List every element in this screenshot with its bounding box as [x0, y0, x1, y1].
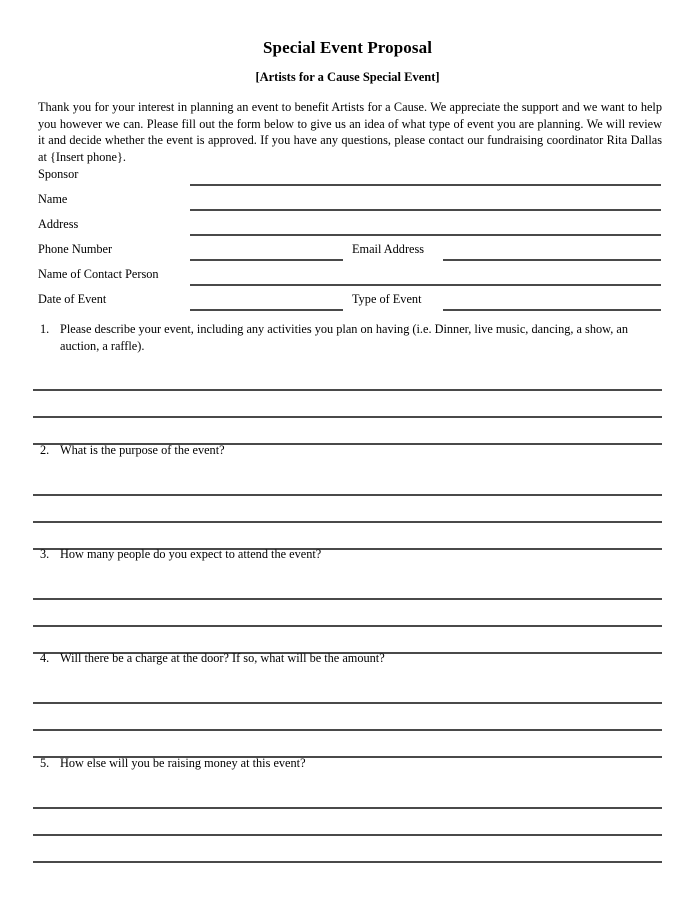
- answer-lines-2: [0, 469, 695, 550]
- answer-line[interactable]: [33, 573, 662, 600]
- question-label-4: Will there be a charge at the door? If so, what will be the amount?: [60, 651, 385, 665]
- field-row-contact-person: [0, 267, 695, 292]
- answer-line[interactable]: [33, 469, 662, 496]
- question-block-4: [0, 650, 695, 758]
- answer-line[interactable]: [33, 364, 662, 391]
- field-label-phone-number: Phone Number: [38, 242, 113, 256]
- field-label-contact-person: Name of Contact Person: [38, 267, 159, 281]
- answer-line[interactable]: [33, 704, 662, 731]
- field-row-sponsor: [0, 167, 695, 192]
- field-label-date-of-event: Date of Event: [38, 292, 107, 306]
- answer-line[interactable]: [33, 600, 662, 627]
- field-label-name: Name: [38, 192, 68, 206]
- question-block-2: [0, 442, 695, 550]
- field-label-type-of-event: Type of Event: [352, 292, 422, 306]
- answer-line[interactable]: [33, 496, 662, 523]
- question-text-1: [0, 321, 695, 354]
- page-title: Special Event Proposal: [262, 38, 433, 57]
- question-label-1: Please describe your event, including any activities you plan on having (i.e. Dinner, live music, dancing, a show, an auction, a raffle).: [60, 322, 628, 353]
- field-label-email-address: Email Address: [352, 242, 425, 256]
- question-text-3: [0, 546, 695, 563]
- answer-lines-1: [0, 364, 695, 445]
- question-block-1: [0, 321, 695, 445]
- field-input-sponsor[interactable]: [190, 184, 661, 186]
- answer-lines-3: [0, 573, 695, 654]
- answer-line[interactable]: [33, 391, 662, 418]
- question-label-2: What is the purpose of the event?: [60, 443, 225, 457]
- answer-lines-4: [0, 677, 695, 758]
- question-number-3: 3.: [40, 547, 50, 561]
- intro-paragraph: Thank you for your interest in planning an event to benefit Artists for a Cause. We appreciate the support and we want to help you however we can. Please fill out the form below to give us an idea of what type of event you are planning. We will review it and decide whether the event is approved. If you have any questions, please contact our fundraising coordinator Rita Dallas at {Insert phone}.: [38, 100, 662, 164]
- question-text-4: [0, 650, 695, 667]
- question-label-3: How many people do you expect to attend the event?: [60, 547, 322, 561]
- question-block-5: [0, 755, 695, 863]
- field-row-phone-email: [0, 242, 695, 267]
- question-number-2: 2.: [40, 443, 50, 457]
- field-label-address: Address: [38, 217, 79, 231]
- answer-line[interactable]: [33, 782, 662, 809]
- field-row-address: [0, 217, 695, 242]
- field-input-name[interactable]: [190, 209, 661, 211]
- question-block-3: [0, 546, 695, 654]
- field-input-address[interactable]: [190, 234, 661, 236]
- answer-line[interactable]: [33, 836, 662, 863]
- question-text-5: [0, 755, 695, 772]
- answer-line[interactable]: [33, 731, 662, 758]
- field-row-name: [0, 192, 695, 217]
- question-label-5: How else will you be raising money at this event?: [60, 756, 306, 770]
- answer-lines-5: [0, 782, 695, 863]
- answer-line[interactable]: [33, 677, 662, 704]
- contact-fields: [0, 167, 695, 317]
- field-input-email-address[interactable]: [443, 259, 661, 261]
- question-text-2: [0, 442, 695, 459]
- answer-line[interactable]: [33, 809, 662, 836]
- field-row-date-type: [0, 292, 695, 317]
- question-number-1: 1.: [40, 322, 50, 336]
- page-subtitle: [Artists for a Cause Special Event]: [255, 70, 440, 84]
- field-input-date-of-event[interactable]: [190, 309, 343, 311]
- field-label-sponsor: Sponsor: [38, 167, 79, 181]
- field-input-contact-person[interactable]: [190, 284, 661, 286]
- question-number-4: 4.: [40, 651, 50, 665]
- field-input-type-of-event[interactable]: [443, 309, 661, 311]
- field-input-phone-number[interactable]: [190, 259, 343, 261]
- question-number-5: 5.: [40, 756, 50, 770]
